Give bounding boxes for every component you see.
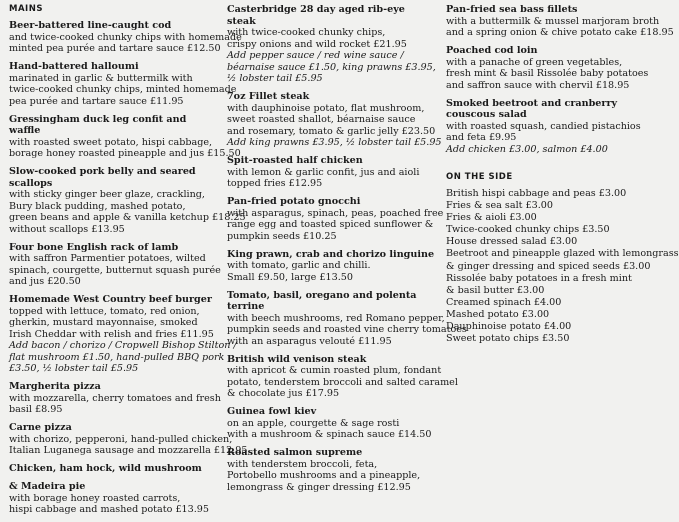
menu-item-name: Casterbridge 28 day aged rib-eye steak [227, 4, 405, 27]
side-dish-item: Twice-cooked chunky chips £3.50 [446, 224, 610, 236]
side-dish-item: House dressed salad £3.00 [446, 236, 578, 248]
menu-item-addon: £3.50, ½ lobster tail £5.95 [9, 363, 139, 374]
side-dish-item: Fries & sea salt £3.00 [446, 200, 554, 212]
menu-item-description: Irish Cheddar with relish and fries £11.95 [9, 328, 214, 340]
menu-item-description: spinach, courgette, butternut squash purée [9, 264, 221, 276]
menu-item [227, 249, 437, 284]
menu-item-description: twice-cooked chunky chips, minted homemade [9, 84, 237, 95]
menu-item-description: with roasted squash, candied pistachios [446, 120, 641, 132]
menu-item-description: with a panache of green vegetables, [446, 56, 623, 68]
menu-item-name: Margherita pizza [9, 381, 101, 392]
menu-item-description: and saffron sauce with chervil £18.95 [446, 79, 630, 91]
menu-item-description: crispy onions and wild rocket £21.95 [227, 38, 407, 50]
menu-item [227, 155, 437, 190]
menu-item-name: King prawn, crab and chorizo linguine [227, 248, 435, 260]
menu-item [227, 406, 437, 441]
side-dish-item: Beetroot and pineapple glazed with lemongrass [446, 248, 679, 260]
menu-item [9, 113, 241, 160]
menu-item-description: pumpkin seeds £10.25 [227, 230, 337, 242]
menu-item-description: with twice-cooked chunky chips, [227, 27, 386, 38]
menu-item-name: Gressingham duck leg confit and waffle [9, 113, 187, 136]
menu-item [9, 242, 219, 288]
menu-item-description: and feta £9.95 [446, 132, 517, 143]
menu-item-description: topped with lettuce, tomato, red onion, [9, 305, 200, 317]
menu-item-name: Carne pizza [9, 422, 72, 433]
menu-item-description: on an apple, courgette & sage rosti [227, 417, 400, 429]
menu-item-description: fresh mint & basil Rissolée baby potatoes [446, 68, 649, 79]
menu-item-description: with apricot & cumin roasted plum, fondant [227, 365, 442, 376]
menu-item-addon: flat mushroom £1.50, hand-pulled BBQ pork [9, 351, 225, 363]
menu-item-name: Guinea fowl kiev [227, 406, 317, 417]
menu-item-description: with a buttermilk & mussel marjoram broth [446, 15, 660, 27]
side-dish-item: Rissolée baby potatoes in a fresh mint [446, 272, 632, 284]
menu-item-description: and twice-cooked chunky chips with homemade [9, 31, 242, 43]
menu-item-description: Small £9.50, large £13.50 [227, 271, 353, 283]
menu-item-description: range egg and toasted spiced sunflower & [227, 219, 434, 230]
menu-column-3 [446, 4, 679, 345]
side-dish-item: Fries & aioli £3.00 [446, 212, 537, 224]
menu-item [227, 447, 437, 493]
menu-item-description: and a spring onion & chive potato cake £18.95 [446, 27, 674, 38]
menu-item [227, 4, 437, 85]
menu-item-name: Spit-roasted half chicken [227, 155, 363, 166]
menu-item [9, 481, 219, 516]
menu-item [227, 196, 444, 242]
menu-item [9, 294, 237, 375]
menu-item-description: with borage honey roasted carrots, [9, 492, 181, 504]
menu-item [9, 463, 219, 475]
menu-item-name: Pan-fried sea bass fillets [446, 4, 578, 15]
menu-item-description: with sticky ginger beer glaze, crackling, [9, 189, 205, 200]
menu-item [9, 61, 237, 107]
side-dish-item: British hispi cabbage and peas £3.00 [446, 188, 627, 199]
menu-item-description: potato, tenderstem broccoli and salted caramel [227, 376, 458, 388]
menu-item-addon: Add bacon / chorizo / Cropwell Bishop Stilton / [9, 340, 237, 351]
menu-item [446, 45, 648, 91]
menu-item-name: Slow-cooked pork belly and seared scallops [9, 166, 196, 189]
menu-column-1 [9, 4, 248, 522]
menu-item-name: Poached cod loin [446, 45, 538, 56]
side-dish-item: Dauphinoise potato £4.00 [446, 321, 572, 333]
menu-item-description: gherkin, mustard mayonnaise, smoked [9, 317, 198, 328]
menu-item-addon: ½ lobster tail £5.95 [227, 73, 323, 84]
menu-item [227, 91, 442, 149]
menu-item-description: basil £8.95 [9, 404, 63, 415]
menu-item-description: with mozzarella, cherry tomatoes and fresh [9, 392, 221, 404]
menu-item-addon: Add pepper sauce / red wine sauce / [227, 50, 404, 61]
menu-item-description: with chorizo, pepperoni, hand-pulled chicken, [9, 433, 233, 445]
menu-item [227, 353, 458, 400]
menu-item-description: borage honey roasted pineapple and jus £15.50 [9, 148, 241, 159]
menu-item-description: Bury black pudding, mashed potato, [9, 200, 186, 212]
menu-item-name: Smoked beetroot and cranberry couscous salad [446, 97, 618, 120]
menu-item-name: Chicken, ham hock, wild mushroom [9, 463, 202, 474]
menu-item-description: with asparagus, spinach, peas, poached free [227, 207, 444, 219]
menu-item-description: with a mushroom & spinach sauce £14.50 [227, 429, 432, 440]
menu-item [227, 289, 467, 348]
menu-item-name: Beer-battered line-caught cod [9, 20, 172, 31]
menu-item-description: & chocolate jus £17.95 [227, 388, 340, 399]
menu-item-name: Homemade West Country beef burger [9, 294, 212, 305]
menu-item-description: green beans and apple & vanilla ketchup £18.25 [9, 212, 246, 223]
menu-item-addon: béarnaise sauce £1.50, king prawns £3.95, [227, 61, 436, 73]
menu-item-description: with tenderstem broccoli, feta, [227, 458, 378, 470]
side-dish-item: Sweet potato chips £3.50 [446, 333, 570, 345]
menu-item [446, 4, 674, 39]
menu-item-description: without scallops £13.95 [9, 223, 125, 235]
menu-item-description: topped fries £12.95 [227, 178, 323, 189]
menu-item-name: Roasted salmon supreme [227, 447, 363, 458]
menu-item-description: pumpkin seeds and roasted vine cherry tomatoes [227, 324, 467, 335]
menu-item-description: Portobello mushrooms and a pineapple, [227, 470, 421, 481]
menu-item-description: with roasted sweet potato, hispi cabbage, [9, 136, 213, 148]
menu-item [9, 20, 242, 55]
menu-item-addon: Add chicken £3.00, salmon £4.00 [446, 143, 608, 155]
side-dish-item: & ginger dressing and spiced seeds £3.00 [446, 260, 651, 272]
menu-item-description: sweet roasted shallot, béarnaise sauce [227, 114, 416, 125]
menu-item-name: British wild venison steak [227, 353, 367, 365]
section-heading-mains: MAINS [9, 4, 43, 14]
menu-item-name: Four bone English rack of lamb [9, 241, 179, 253]
menu-item-description: hispi cabbage and mashed potato £13.95 [9, 504, 210, 515]
menu-item-name: Tomato, basil, oregano and polenta terrine [227, 289, 417, 312]
menu-item-name: Hand-battered halloumi [9, 61, 139, 72]
menu-item [446, 98, 648, 156]
menu-item-name: 7oz Fillet steak [227, 91, 310, 102]
side-dish-item: Mashed potato £3.00 [446, 308, 550, 320]
menu-item-description: Italian Luganega sausage and mozzarella £12.95 [9, 445, 248, 456]
side-dish-item: & basil butter £3.00 [446, 284, 545, 296]
menu-item-description: with dauphinoise potato, flat mushroom, [227, 102, 425, 114]
menu-item-description: with tomato, garlic and chilli. [227, 260, 371, 271]
menu-item-addon: Add king prawns £3.95, ½ lobster tail £5.95 [227, 137, 442, 148]
menu-item-description: lemongrass & ginger dressing £12.95 [227, 481, 411, 493]
menu-item-description: marinated in garlic & buttermilk with [9, 72, 193, 84]
menu-item-description: pea purée and tartare sauce £11.95 [9, 95, 184, 107]
menu-column-2 [227, 4, 467, 500]
menu-item-name: & Madeira pie [9, 481, 86, 492]
menu-item-description: with beech mushrooms, red Romano pepper, [227, 312, 445, 324]
menu-item-description: with lemon & garlic confit, jus and aioli [227, 166, 420, 178]
section-heading-on-the-side: ON THE SIDE [446, 172, 513, 182]
side-dish-item: Creamed spinach £4.00 [446, 296, 562, 308]
menu-item-name: Pan-fried potato gnocchi [227, 196, 361, 207]
menu-item [9, 166, 246, 235]
menu-item-description: and rosemary, tomato & garlic jelly £23.50 [227, 125, 436, 137]
menu-item [9, 422, 248, 457]
menu-item-description: with saffron Parmentier potatoes, wilted [9, 253, 206, 264]
menu-item [9, 381, 219, 416]
menu-item-description: and jus £20.50 [9, 276, 81, 287]
menu-item-description: with an asparagus velouté £11.95 [227, 335, 392, 347]
menu-item-description: minted pea purée and tartare sauce £12.50 [9, 43, 221, 54]
